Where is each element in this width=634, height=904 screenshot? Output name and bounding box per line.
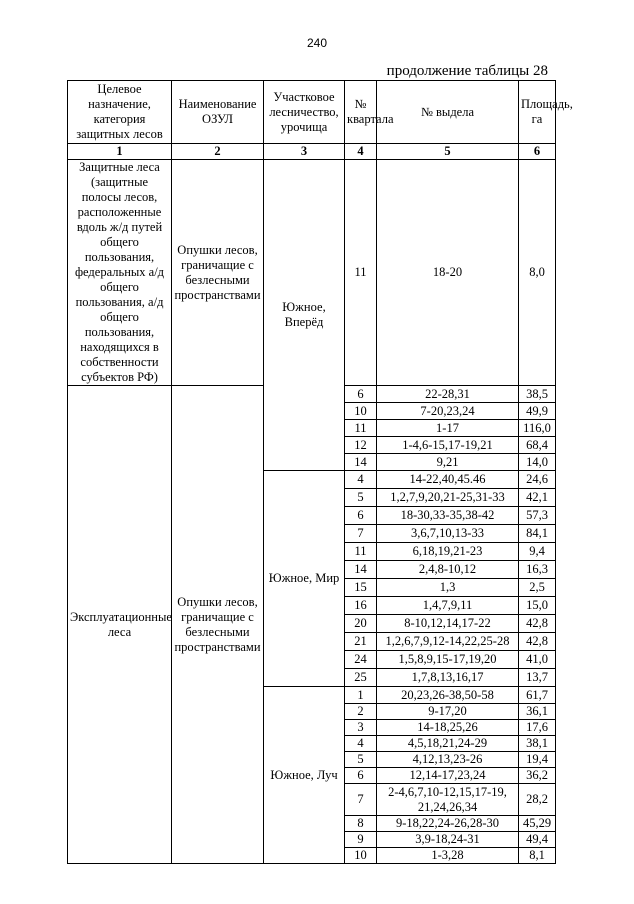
area-cell: 15,0: [519, 597, 556, 615]
header-ozul: Наименование ОЗУЛ: [172, 81, 264, 144]
header-allotment: № выдела: [377, 81, 519, 144]
area-cell: 13,7: [519, 669, 556, 687]
area-cell: 16,3: [519, 561, 556, 579]
quarter-cell: 6: [345, 386, 377, 403]
quarter-cell: 7: [345, 525, 377, 543]
area-cell: 17,6: [519, 720, 556, 736]
area-cell: 9,4: [519, 543, 556, 561]
allotment-cell: 9-18,22,24-26,28-30: [377, 816, 519, 832]
header-quarter: № квартала: [345, 81, 377, 144]
area-cell: 49,4: [519, 832, 556, 848]
allotment-cell: 2-4,6,7,10-12,15,17-19, 21,24,26,34: [377, 784, 519, 816]
column-number: 2: [172, 144, 264, 160]
table-header-row: [68, 81, 556, 144]
purpose-cell: Защитные леса (защитные полосы лесов, расположенные вдоль ж/д путей общего пользования, федеральных а/д общего пользования, а/д общего пользования, находящихся в собственности субъектов РФ): [68, 160, 172, 386]
allotment-cell: 1,2,7,9,20,21-25,31-33: [377, 489, 519, 507]
allotment-cell: 6,18,19,21-23: [377, 543, 519, 561]
quarter-cell: 9: [345, 832, 377, 848]
purpose-cell: Эксплуатационные леса: [68, 386, 172, 864]
allotment-cell: 9,21: [377, 454, 519, 471]
area-cell: 84,1: [519, 525, 556, 543]
ozul-cell: Опушки лесов, граничащие с безлесными пространствами: [172, 386, 264, 864]
allotment-cell: 2,4,8-10,12: [377, 561, 519, 579]
area-cell: 38,5: [519, 386, 556, 403]
area-cell: 38,1: [519, 736, 556, 752]
allotment-cell: 1-4,6-15,17-19,21: [377, 437, 519, 454]
area-cell: 42,8: [519, 615, 556, 633]
area-cell: 116,0: [519, 420, 556, 437]
quarter-cell: 4: [345, 471, 377, 489]
quarter-cell: 10: [345, 848, 377, 864]
allotment-cell: 4,12,13,23-26: [377, 752, 519, 768]
quarter-cell: 7: [345, 784, 377, 816]
allotment-cell: 4,5,18,21,24-29: [377, 736, 519, 752]
allotment-cell: 1,2,6,7,9,12-14,22,25-28: [377, 633, 519, 651]
quarter-cell: 6: [345, 507, 377, 525]
column-number: 6: [519, 144, 556, 160]
quarter-cell: 14: [345, 561, 377, 579]
quarter-cell: 5: [345, 752, 377, 768]
quarter-cell: 10: [345, 403, 377, 420]
quarter-cell: 16: [345, 597, 377, 615]
area-cell: 24,6: [519, 471, 556, 489]
forest-table: [67, 80, 573, 864]
quarter-cell: 3: [345, 720, 377, 736]
allotment-cell: 1-3,28: [377, 848, 519, 864]
quarter-cell: 11: [345, 543, 377, 561]
forestry-cell: Южное, Вперёд: [264, 160, 345, 471]
area-cell: 8,1: [519, 848, 556, 864]
allotment-cell: 1,3: [377, 579, 519, 597]
column-number: 4: [345, 144, 377, 160]
quarter-cell: 14: [345, 454, 377, 471]
header-forestry: Участковое лесничество, урочища: [264, 81, 345, 144]
table-continuation-caption: продолжение таблицы 28: [386, 63, 548, 79]
column-number: 3: [264, 144, 345, 160]
column-number: 1: [68, 144, 172, 160]
area-cell: 19,4: [519, 752, 556, 768]
header-area: Площадь, га: [519, 81, 556, 144]
quarter-cell: 25: [345, 669, 377, 687]
allotment-cell: 7-20,23,24: [377, 403, 519, 420]
area-cell: 42,1: [519, 489, 556, 507]
allotment-cell: 18-20: [377, 160, 519, 386]
column-number: 5: [377, 144, 519, 160]
quarter-cell: 20: [345, 615, 377, 633]
allotment-cell: 1,4,7,9,11: [377, 597, 519, 615]
quarter-cell: 8: [345, 816, 377, 832]
area-cell: 2,5: [519, 579, 556, 597]
quarter-cell: 2: [345, 704, 377, 720]
area-cell: 68,4: [519, 437, 556, 454]
forestry-cell: Южное, Мир: [264, 471, 345, 687]
area-cell: 61,7: [519, 687, 556, 704]
allotment-cell: 8-10,12,14,17-22: [377, 615, 519, 633]
allotment-cell: 3,6,7,10,13-33: [377, 525, 519, 543]
allotment-cell: 20,23,26-38,50-58: [377, 687, 519, 704]
allotment-cell: 1,5,8,9,15-17,19,20: [377, 651, 519, 669]
area-cell: 45,29: [519, 816, 556, 832]
area-cell: 28,2: [519, 784, 556, 816]
quarter-cell: 24: [345, 651, 377, 669]
page-number: 240: [306, 36, 328, 50]
allotment-cell: 18-30,33-35,38-42: [377, 507, 519, 525]
quarter-cell: 5: [345, 489, 377, 507]
quarter-cell: 1: [345, 687, 377, 704]
area-cell: 8,0: [519, 160, 556, 386]
ozul-cell: Опушки лесов, граничащие с безлесными пространствами: [172, 160, 264, 386]
column-number-row: [68, 144, 556, 160]
area-cell: 49,9: [519, 403, 556, 420]
area-cell: 36,2: [519, 768, 556, 784]
header-purpose: Целевое назначение, категория защитных лесов: [68, 81, 172, 144]
quarter-cell: 4: [345, 736, 377, 752]
quarter-cell: 15: [345, 579, 377, 597]
allotment-cell: 9-17,20: [377, 704, 519, 720]
allotment-cell: 3,9-18,24-31: [377, 832, 519, 848]
quarter-cell: 12: [345, 437, 377, 454]
forestry-cell: Южное, Луч: [264, 687, 345, 864]
quarter-cell: 21: [345, 633, 377, 651]
allotment-cell: 14-22,40,45.46: [377, 471, 519, 489]
allotment-cell: 14-18,25,26: [377, 720, 519, 736]
area-cell: 41,0: [519, 651, 556, 669]
quarter-cell: 11: [345, 420, 377, 437]
quarter-cell: 11: [345, 160, 377, 386]
table-row: [68, 160, 556, 386]
area-cell: 42,8: [519, 633, 556, 651]
area-cell: 36,1: [519, 704, 556, 720]
allotment-cell: 12,14-17,23,24: [377, 768, 519, 784]
allotment-cell: 1-17: [377, 420, 519, 437]
allotment-cell: 1,7,8,13,16,17: [377, 669, 519, 687]
area-cell: 57,3: [519, 507, 556, 525]
quarter-cell: 6: [345, 768, 377, 784]
allotment-cell: 22-28,31: [377, 386, 519, 403]
area-cell: 14,0: [519, 454, 556, 471]
